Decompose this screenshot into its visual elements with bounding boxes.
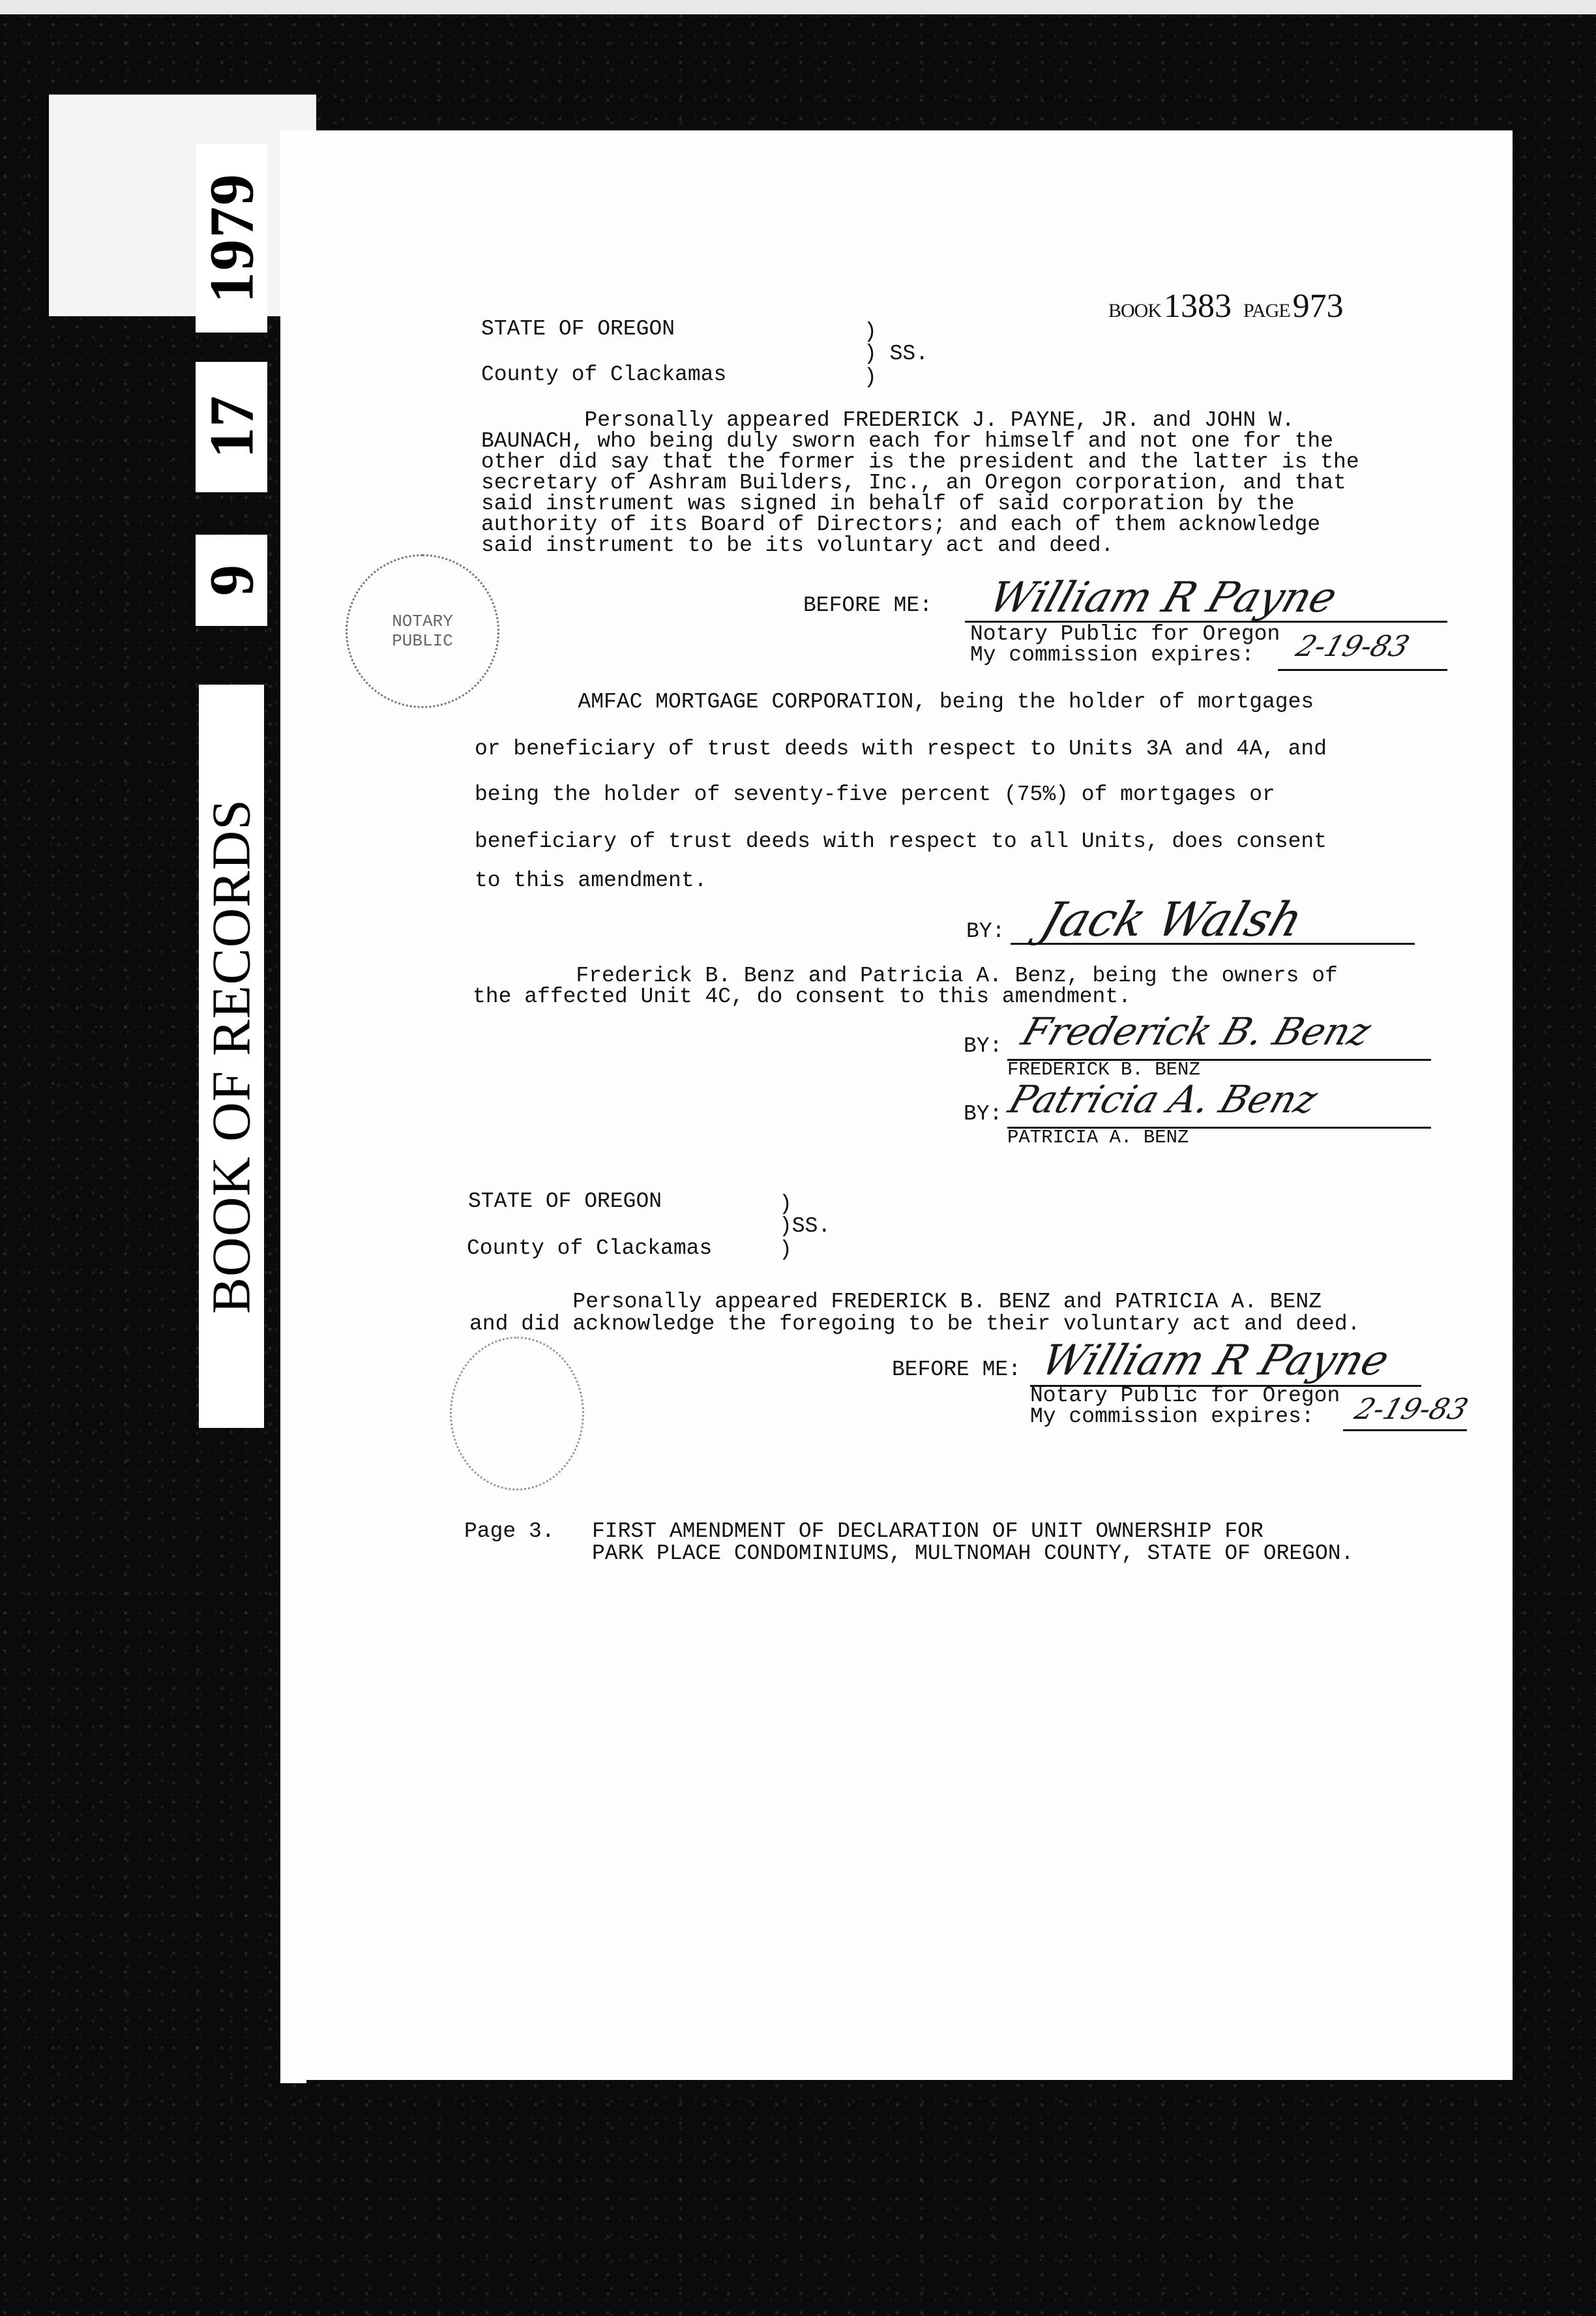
ack1-paren-1: ) (864, 319, 877, 344)
spine-title: BOOK OF RECORDS (199, 685, 264, 1428)
amfac-signature-line (1011, 939, 1415, 945)
document-page-edge (280, 1614, 306, 2083)
footer-page-label: Page 3. (464, 1519, 555, 1543)
spine-month: 9 (196, 535, 267, 626)
ack1-line-7: said instrument to be its voluntary act and deed. (481, 533, 1114, 557)
amfac-line-3: being the holder of seventy-five percent (75%) of mortgages or (475, 782, 1275, 807)
ack1-state: STATE OF OREGON (481, 317, 675, 341)
ack2-commission-date: 2-19-83 (1350, 1393, 1473, 1426)
benz-name-1: FREDERICK B. BENZ (1007, 1059, 1200, 1080)
amfac-by: BY: (966, 919, 1005, 943)
benz-by-2: BY: (964, 1102, 1003, 1126)
ack1-before-me: BEFORE ME: (803, 593, 933, 617)
ack1-line-6: authority of its Board of Directors; and each of them acknowledge (481, 512, 1321, 537)
ack1-commission-date: 2-19-83 (1292, 630, 1414, 663)
ack1-line-5: said instrument was signed in behalf of said corporation by the (481, 492, 1295, 516)
book-page-reference (1108, 287, 1355, 325)
footer-line-1: FIRST AMENDMENT OF DECLARATION OF UNIT OWNERSHIP FOR (592, 1519, 1264, 1543)
ack1-line-2: BAUNACH, who being duly sworn each for himself and not one for the (481, 429, 1334, 453)
ack1-line-1: Personally appeared FREDERICK J. PAYNE, JR. and JOHN W. (481, 408, 1295, 432)
benz-signature-1: Frederick B. Benz (1016, 1009, 1377, 1054)
seal1-line-2: PUBLIC (392, 631, 453, 651)
ack1-paren-3: ) (864, 365, 877, 389)
amfac-line-4: beneficiary of trust deeds with respect to all Units, does consent (475, 829, 1327, 854)
ack1-line-4: secretary of Ashram Builders, Inc., an Oregon corporation, and that (481, 471, 1346, 495)
spine-day: 17 (196, 362, 267, 492)
page-label: PAGE (1243, 300, 1290, 321)
ack2-commission-line (1343, 1425, 1467, 1431)
ack2-line-1: Personally appeared FREDERICK B. BENZ and PATRICIA A. BENZ (469, 1290, 1322, 1314)
ack1-commission-label: My commission expires: (970, 643, 1254, 667)
benz-name-2: PATRICIA A. BENZ (1007, 1127, 1189, 1148)
ack2-paren-1: ) (779, 1192, 792, 1216)
book-number: 1383 (1164, 288, 1232, 325)
benz-line-2: the affected Unit 4C, do consent to this amendment. (473, 985, 1131, 1009)
benz-line-1: Frederick B. Benz and Patricia A. Benz, being the owners of (473, 964, 1338, 988)
amfac-line-2: or beneficiary of trust deeds with respect to Units 3A and 4A, and (475, 737, 1327, 761)
ack2-notary: Notary Public for Oregon (1030, 1384, 1340, 1408)
seal1-line-1: NOTARY (392, 612, 453, 631)
amfac-line-1: AMFAC MORTGAGE CORPORATION, being the holder of mortgages (475, 690, 1314, 714)
notary-seal-1 (346, 554, 499, 708)
ack2-ss: )SS. (779, 1214, 831, 1238)
scan-top-strip (0, 0, 1596, 14)
spine-year: 1979 (196, 143, 267, 333)
book-of-records-spine (186, 143, 277, 1434)
benz-signature-2: Patricia A. Benz (1003, 1077, 1323, 1121)
ack1-line-3: other did say that the former is the president and the latter is the (481, 450, 1359, 474)
ack1-commission-line (1278, 665, 1447, 671)
ack1-signature: William R Payne (983, 574, 1343, 622)
ack2-paren-3: ) (779, 1238, 792, 1262)
ack1-ss: ) SS. (864, 342, 929, 366)
footer-line-2: PARK PLACE CONDOMINIUMS, MULTNOMAH COUNTY, STATE OF OREGON. (592, 1541, 1354, 1566)
amfac-line-5: to this amendment. (475, 868, 707, 893)
ack2-signature: William R Payne (1035, 1337, 1395, 1385)
ack2-before-me: BEFORE ME: (892, 1358, 1022, 1382)
ack1-notary: Notary Public for Oregon (970, 622, 1280, 646)
ack2-state: STATE OF OREGON (468, 1189, 662, 1213)
benz-by-1: BY: (964, 1034, 1003, 1058)
ack2-county: County of Clackamas (467, 1236, 713, 1260)
ack2-line-2: and did acknowledge the foregoing to be their voluntary act and deed. (469, 1312, 1361, 1336)
book-label: BOOK (1108, 300, 1162, 321)
ack2-commission-label: My commission expires: (1030, 1404, 1314, 1429)
page-number: 973 (1292, 288, 1344, 325)
notary-seal-2 (450, 1337, 584, 1491)
ack1-county: County of Clackamas (481, 363, 727, 387)
amfac-signature: Jack Walsh (1034, 892, 1310, 947)
